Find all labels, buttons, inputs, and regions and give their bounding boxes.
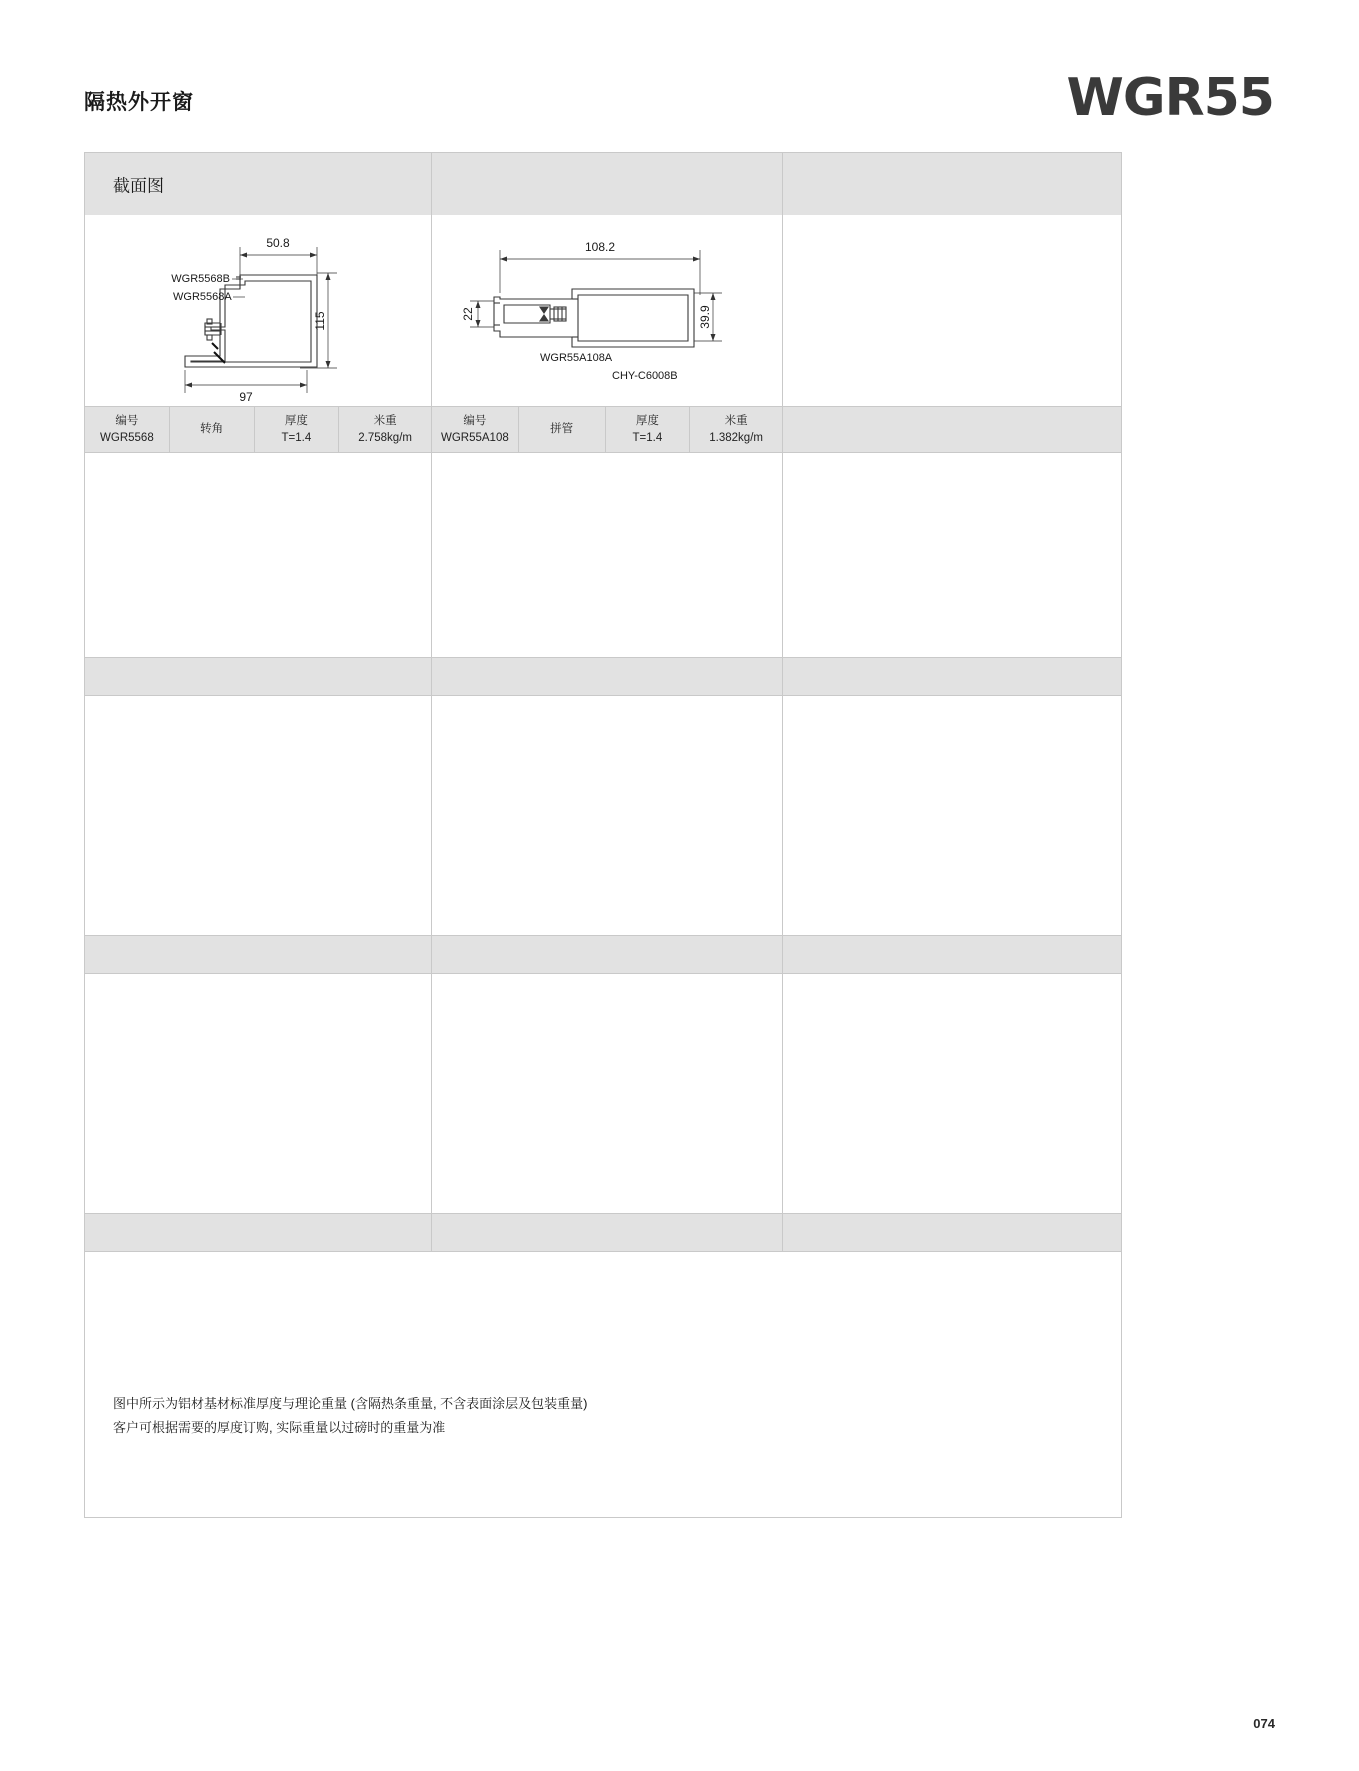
spec-cell-type-right [519, 407, 606, 452]
spec-cell-thickness-left [255, 407, 340, 452]
spec-value-code: WGR5568 [100, 431, 154, 444]
part-label-b: WGR5568B [171, 273, 230, 285]
band-cell-b [432, 1214, 783, 1251]
notes-cell [85, 1252, 1121, 1517]
divider-band-1 [85, 658, 1121, 696]
spec-label-code: 编号 [463, 414, 487, 427]
content-cell-b [432, 974, 783, 1213]
note-line-1: 图中所示为铝材基材标准厚度与理论重量 (含隔热条重量, 不含表面涂层及包装重量) [113, 1396, 588, 1411]
spec-row [85, 407, 1121, 453]
page-header [84, 68, 1274, 128]
content-cell-c [783, 453, 1121, 657]
divider-band-2 [85, 936, 1121, 974]
spec-cell-code-left [85, 407, 170, 452]
spec-cell-weight-left [339, 407, 431, 452]
drawing-cell-empty [783, 215, 1121, 406]
part-label-a: WGR55A108A [540, 352, 613, 364]
svg-text:97: 97 [239, 390, 253, 404]
spec-label-thickness: 厚度 [284, 414, 308, 427]
spec-value-weight: 2.758kg/m [358, 431, 412, 444]
page-number: 074 [1253, 1716, 1275, 1731]
content-cell-c [783, 696, 1121, 935]
part-label-b: CHY-C6008B [612, 370, 678, 382]
spec-label-thickness: 厚度 [635, 414, 659, 427]
drawing-cell-right [432, 215, 783, 406]
notes-block [113, 1392, 588, 1440]
spec-table [84, 152, 1122, 1518]
spec-cell-thickness-right [606, 407, 691, 452]
svg-text:50.8: 50.8 [266, 236, 290, 250]
svg-text:108.2: 108.2 [584, 240, 616, 254]
table-header-row [85, 153, 1121, 215]
drawing-cell-left [85, 215, 432, 406]
svg-text:115: 115 [313, 311, 327, 331]
header-cell-b [432, 153, 783, 215]
spec-value-thickness: T=1.4 [281, 431, 312, 444]
svg-text:22: 22 [461, 307, 475, 321]
spec-cell-code-right [432, 407, 519, 452]
spec-group-left [85, 407, 432, 452]
drawing-row [85, 215, 1121, 407]
cross-section-drawing-right [432, 215, 782, 406]
notes-row [85, 1252, 1121, 1517]
series-code: WGR55 [1066, 68, 1274, 128]
band-cell-a [85, 1214, 432, 1251]
svg-text:39.9: 39.9 [698, 305, 712, 329]
spec-cell-weight-right [690, 407, 782, 452]
content-row-3 [85, 974, 1121, 1214]
section-label: 截面图 [113, 176, 164, 196]
band-cell-c [783, 658, 1121, 695]
section-label-cell [85, 153, 432, 215]
spec-group-right [432, 407, 783, 452]
band-cell-c [783, 1214, 1121, 1251]
content-cell-c [783, 974, 1121, 1213]
band-cell-b [432, 936, 783, 973]
spec-value-type: 拼管 [550, 423, 574, 436]
spec-label-weight: 米重 [373, 414, 397, 427]
cross-section-drawing-left [85, 215, 431, 406]
divider-band-3 [85, 1214, 1121, 1252]
spec-value-thickness: T=1.4 [632, 431, 663, 444]
content-row-2 [85, 696, 1121, 936]
spec-value-code: WGR55A108 [440, 431, 509, 444]
content-row-1 [85, 453, 1121, 658]
spec-label-weight: 米重 [724, 414, 748, 427]
part-label-a: WGR5568A [173, 291, 232, 303]
spec-group-empty [783, 407, 1121, 452]
header-cell-c [783, 153, 1121, 215]
band-cell-c [783, 936, 1121, 973]
spec-label-code: 编号 [115, 414, 139, 427]
spec-value-type: 转角 [200, 423, 224, 436]
spec-value-weight: 1.382kg/m [709, 431, 763, 444]
spec-cell-type-left [170, 407, 255, 452]
band-cell-b [432, 658, 783, 695]
page-title: 隔热外开窗 [84, 91, 194, 114]
content-cell-b [432, 453, 783, 657]
content-cell-a [85, 974, 432, 1213]
content-cell-a [85, 696, 432, 935]
band-cell-a [85, 658, 432, 695]
content-cell-a [85, 453, 432, 657]
band-cell-a [85, 936, 432, 973]
content-cell-b [432, 696, 783, 935]
note-line-2: 客户可根据需要的厚度订购, 实际重量以过磅时的重量为准 [113, 1420, 446, 1436]
